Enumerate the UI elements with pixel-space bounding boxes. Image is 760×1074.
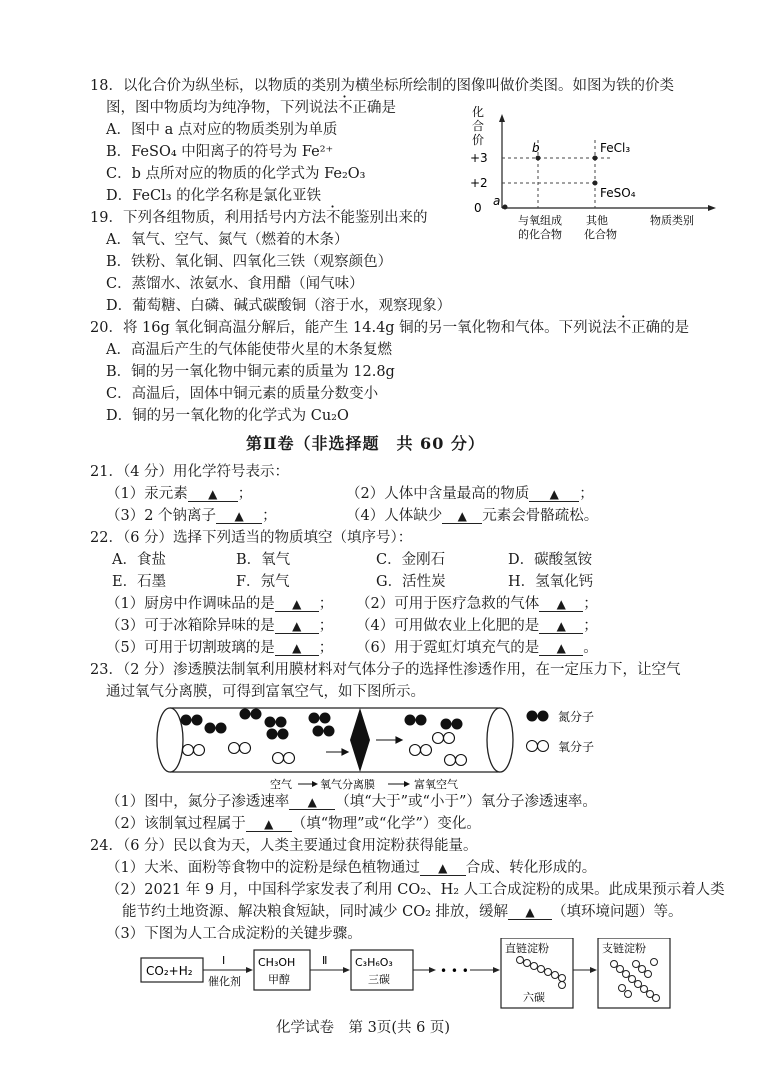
answer-blank[interactable]: ▲ [275, 594, 319, 612]
q24-sub-1: （1）大米、面粉等食物中的淀粉是绿色植物通过 ▲ 合成、转化形成的。 [106, 860, 597, 876]
q24-sub-2-line2: 能节约土地资源、解决粮食短缺，同时减少 CO₂ 排放，缓解 ▲ （填环境问题）等。 [122, 904, 683, 920]
q18-option-a: A．图中 a 点对应的物质类别为单质 [106, 122, 338, 138]
legend-nitrogen-label: 氮分子 [558, 710, 595, 724]
answer-blank[interactable]: ▲ [420, 858, 466, 876]
caption-enriched-air: 富氧空气 [414, 778, 458, 791]
q20-stem: 20．将 16g 氧化铜高温分解后，能产生 14.4g 铜的另一氧化物和气体。下列说法不正确的是 [90, 320, 690, 336]
oxygen-molecules-right [410, 733, 467, 766]
y-tick-0: 0 [474, 201, 482, 215]
point-fecl3 [593, 156, 598, 161]
nitrogen-molecules-right [405, 715, 463, 730]
point-b [536, 156, 541, 161]
amylopectin-label: 支链淀粉 [602, 942, 646, 955]
y-title-char-2: 合 [472, 119, 485, 133]
answer-blank[interactable]: ▲ [188, 484, 238, 502]
answer-blank[interactable]: ▲ [508, 902, 552, 920]
flow-start-label: CO₂+H₂ [146, 964, 193, 978]
y-title-char-3: 价 [472, 133, 485, 147]
q22-item-4: （4）可用做农业上化肥的是 ▲ ； [356, 618, 598, 634]
q18-stem-line1: 18．以化合价为纵坐标，以物质的类别为横坐标所绘制的图像叫做价类图。如图为铁的价类 [90, 78, 674, 94]
q18-option-b: B．FeSO₄ 中阳离子的符号为 Fe²⁺ [106, 144, 334, 160]
x-cat-oxide-line2: 的化合物 [518, 228, 562, 241]
q18-stem-line2: 图，图中物质均为纯净物，下列说法不正确是 [106, 100, 396, 116]
iron-valence-graph [460, 100, 720, 245]
oxygen-membrane-diagram [150, 700, 670, 792]
answer-blank[interactable]: ▲ [529, 484, 579, 502]
q22-choice-d: D．碳酸氢铵 [508, 552, 593, 568]
step-1-num: Ⅰ [222, 954, 226, 967]
q22-choice-e: E．石墨 [112, 574, 167, 590]
nitrogen-molecules-left [181, 709, 335, 740]
q22-choice-g: G．活性炭 [376, 574, 446, 590]
y-title-char-1: 化 [472, 105, 485, 119]
legend-oxygen [527, 739, 595, 754]
q22-choice-c: C．金刚石 [376, 552, 446, 568]
q22-item-1: （1）厨房中作调味品的是 ▲ ； [106, 596, 334, 612]
q21-item-1: （1）汞元素 ▲ ； [106, 486, 253, 502]
q20-option-a: A．高温后产生的气体能使带火星的木条复燃 [106, 342, 392, 358]
q21-item-3: （3）2 个钠离子 ▲ ； [106, 508, 277, 524]
methanol-formula: CH₃OH [258, 956, 296, 969]
q19-stem: 19．下列各组物质，利用括号内方法不能鉴别出来的 [90, 210, 428, 226]
q19-option-d: D．葡萄糖、白磷、碱式碳酸铜（溶于水，观察现象） [106, 298, 452, 314]
answer-blank[interactable]: ▲ [539, 594, 583, 612]
x-title: 物质类别 [650, 214, 694, 227]
q23-sub-1: （1）图中，氮分子渗透速率 ▲ （填“大于”或“小于”）氧分子渗透速率。 [106, 794, 597, 810]
tube-left-end [157, 708, 183, 772]
q19-option-a: A．氧气、空气、氮气（燃着的木条） [106, 232, 349, 248]
label-fecl3: FeCl₃ [600, 141, 631, 155]
q22-item-5: （5）可用于切割玻璃的是 ▲ ； [106, 640, 334, 656]
oxygen-separation-membrane [350, 708, 370, 772]
answer-blank[interactable]: ▲ [442, 506, 482, 524]
x-cat-oxide-line1: 与氧组成 [518, 214, 562, 227]
answer-blank[interactable]: ▲ [275, 616, 319, 634]
answer-blank[interactable]: ▲ [216, 506, 262, 524]
y-tick-plus2: +2 [470, 176, 488, 190]
y-axis-arrow [499, 114, 505, 122]
answer-blank[interactable]: ▲ [539, 616, 583, 634]
q24-stem: 24．（6 分）民以食为天，人类主要通过食用淀粉获得能量。 [90, 838, 478, 854]
amylose-carbon-label: 六碳 [523, 991, 545, 1004]
page-footer: 化学试卷 第 3页(共 6 页) [276, 1020, 451, 1036]
q19-option-c: C．蒸馏水、浓氨水、食用醋（闻气味） [106, 276, 364, 292]
label-feso4: FeSO₄ [600, 186, 636, 200]
q24-sub-2-line1: （2）2021 年 9 月，中国科学家发表了利用 CO₂、H₂ 人工合成淀粉的成果。此成果预示着人类 [106, 882, 725, 898]
label-point-b: b [532, 141, 540, 155]
q22-choice-f: F．氖气 [236, 574, 290, 590]
legend-oxygen-label: 氧分子 [558, 740, 595, 754]
q21-item-2: （2）人体中含量最高的物质 ▲ ； [346, 486, 594, 502]
q19-option-b: B．铁粉、氧化铜、四氧化三铁（观察颜色） [106, 254, 393, 270]
answer-blank[interactable]: ▲ [289, 792, 335, 810]
q22-item-6: （6）用于霓虹灯填充气的是 ▲ 。 [356, 640, 598, 656]
q23-stem-line2: 通过氧气分离膜，可得到富氧空气，如下图所示。 [106, 684, 425, 700]
amylose-label: 直链淀粉 [505, 942, 549, 955]
caption-membrane: 氧气分离膜 [320, 778, 375, 791]
q21-stem: 21．（4 分）用化学符号表示： [90, 464, 290, 480]
q22-stem: 22．（6 分）选择下列适当的物质填空（填序号）： [90, 530, 413, 546]
step-1-catalyst: 催化剂 [208, 975, 241, 988]
oxygen-molecules-left [183, 743, 295, 764]
q22-choice-a: A．食盐 [112, 552, 166, 568]
point-feso4 [593, 181, 598, 186]
q22-item-3: （3）可于冰箱除异味的是 ▲ ； [106, 618, 334, 634]
q18-option-c: C．b 点所对应的物质的化学式为 Fe₂O₃ [106, 166, 366, 182]
three-carbon-formula: C₃H₆O₃ [355, 956, 393, 969]
answer-blank[interactable]: ▲ [539, 638, 583, 656]
q21-item-4: （4）人体缺少 ▲ 元素会骨骼疏松。 [346, 508, 599, 524]
q24-sub-3: （3）下图为人工合成淀粉的关键步骤。 [106, 926, 362, 942]
answer-blank[interactable]: ▲ [275, 638, 319, 656]
point-a [503, 205, 508, 210]
q20-option-c: C．高温后，固体中铜元素的质量分数变小 [106, 386, 379, 402]
q22-item-2: （2）可用于医疗急救的气体 ▲ ； [356, 596, 598, 612]
q22-choice-b: B．氧气 [236, 552, 291, 568]
tube-right-end [487, 708, 513, 772]
section-2-heading: 第Ⅱ卷（非选择题 共 60 分） [246, 434, 485, 453]
step-2-num: Ⅱ [322, 954, 328, 967]
x-cat-other-line2: 化合物 [584, 228, 617, 241]
q20-option-d: D．铜的另一氧化物的化学式为 Cu₂O [106, 408, 349, 424]
x-cat-other-line1: 其他 [586, 214, 608, 227]
q23-stem-line1: 23．（2 分）渗透膜法制氧利用膜材料对气体分子的选择性渗透作用，在一定压力下，让空气 [90, 662, 681, 678]
q18-option-d: D．FeCl₃ 的化学名称是氯化亚铁 [106, 188, 322, 204]
q23-sub-2: （2）该制氧过程属于 ▲ （填“物理”或“化学”）变化。 [106, 816, 481, 832]
legend-nitrogen [527, 709, 595, 724]
answer-blank[interactable]: ▲ [246, 814, 292, 832]
methanol-name: 甲醇 [268, 973, 290, 986]
y-tick-plus3: +3 [470, 151, 488, 165]
caption-air: 空气 [270, 778, 292, 791]
starch-synthesis-flow [136, 938, 676, 1010]
q22-choice-h: H．氢氧化钙 [508, 574, 594, 590]
flow-ellipsis: • • • [440, 964, 469, 978]
x-axis-arrow [708, 205, 716, 211]
three-carbon-name: 三碳 [368, 973, 390, 986]
q20-option-b: B．铜的另一氧化物中铜元素的质量为 12.8g [106, 364, 395, 380]
label-point-a: a [493, 194, 501, 208]
